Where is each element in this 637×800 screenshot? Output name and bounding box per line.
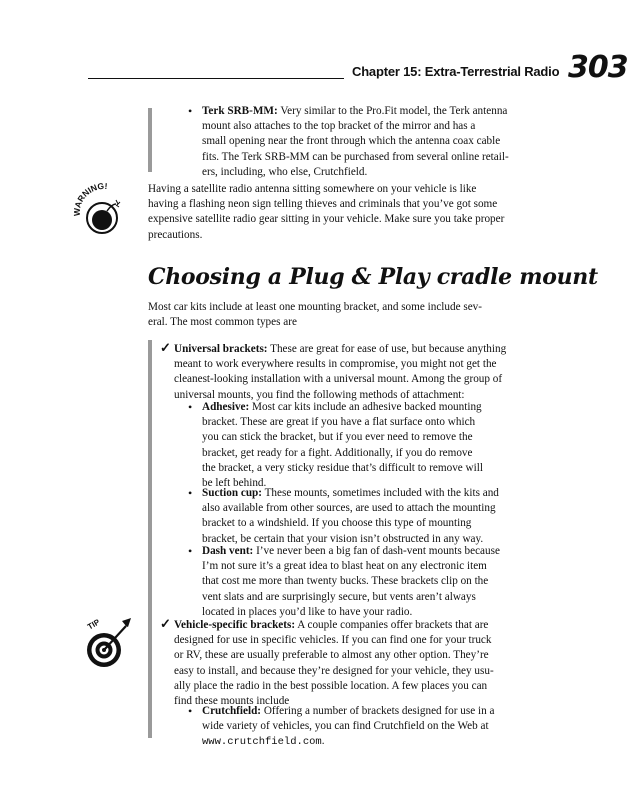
bullet-dot: • (188, 544, 193, 558)
text-line: wide variety of vehicles, you can find Crutchfield on the Web at (202, 720, 489, 733)
section-heading: Choosing a Plug & Play cradle mount (148, 264, 598, 290)
list-continuation-bar (148, 108, 152, 172)
warning-text (148, 182, 588, 243)
bullet-dot: • (188, 486, 193, 500)
text-line: also available from other sources, are used to attach the mounting (202, 502, 496, 515)
text-line: These mounts, sometimes included with the kits and (262, 487, 499, 499)
text-line: find these mounts include (174, 695, 290, 708)
chapter-title: Chapter 15: Extra-Terrestrial Radio (352, 64, 560, 79)
text-line: Offering a number of brackets designed for use in a (261, 705, 495, 717)
bullet-dot: • (188, 400, 193, 414)
text-line: bracket, be certain that your vision isn’t obstructed in any way. (202, 532, 484, 545)
text-line: vent slats and are surprisingly secure, but vents aren’t always (202, 590, 476, 603)
dash-vent-item (202, 544, 582, 620)
url-suffix: . (321, 735, 325, 748)
text-line: bracket to a windshield. If you choose this type of mounting (202, 517, 472, 530)
section-intro (148, 300, 588, 330)
text-line: precautions. (148, 228, 203, 241)
term: Crutchfield: (202, 705, 262, 717)
text-line: bracket. These are great if you have a flat surface onto which (202, 416, 476, 429)
text-line: fits. The Terk SRB-MM can be purchased from several online retail- (202, 150, 509, 163)
check-bullet-icon: ✓ (160, 616, 171, 631)
term: Universal brackets: (174, 343, 268, 355)
text-line: I’ve never been a big fan of dash-vent mounts because (253, 545, 500, 557)
tip-icon-label: TIP (86, 617, 102, 632)
text-line: easy to install, and because they’re designed for your vehicle, they usu- (174, 664, 494, 677)
text-line: that cost me more than twenty bucks. These brackets clip on the (202, 575, 489, 588)
text-line: or RV, these are usually preferable to almost any other option. They’re (174, 649, 489, 662)
text-line: the bracket, a very sticky residue that’s difficult to remove will (202, 461, 483, 474)
text-line: mount also attaches to the top bracket of the mirror and has a (202, 120, 476, 133)
universal-brackets-item (174, 342, 584, 403)
bullet-dot: • (188, 104, 193, 118)
text-line: Most car kits include at least one mounting bracket, and some include sev- (148, 301, 482, 313)
text-line: Having a satellite radio antenna sitting somewhere on your vehicle is like (148, 183, 477, 195)
text-line: Most car kits include an adhesive backed mounting (249, 401, 482, 413)
text-line: expensive satellite radio gear sitting in your vehicle. Make sure you take proper (148, 213, 505, 226)
list-continuation-bar (148, 340, 152, 738)
text-line: I’m not sure it’s a great idea to blast heat on any electronic item (202, 560, 487, 573)
term: Adhesive: (202, 401, 250, 413)
term: Suction cup: (202, 487, 262, 499)
crutchfield-url[interactable]: www.crutchfield.com (202, 736, 322, 749)
suction-cup-item (202, 486, 582, 547)
text-line: having a flashing neon sign telling thieves and criminals that you’ve got some (148, 198, 498, 211)
text-line: designed for use in specific vehicles. If you can find one for your truck (174, 634, 492, 647)
text-line: located in places you’d like to have your radio. (202, 605, 413, 618)
text-line: meant to work everywhere results in compromise, you might not get the (174, 358, 497, 371)
header-rule (88, 78, 344, 79)
text-line: Very similar to the Pro.Fit model, the Terk antenna (277, 105, 508, 117)
crutchfield-item (202, 704, 582, 751)
adhesive-item (202, 400, 582, 491)
bullet-dot: • (188, 704, 193, 718)
term: Vehicle-specific brackets: (174, 619, 296, 631)
text-line: These are great for ease of use, but because anything (267, 343, 507, 355)
term: Dash vent: (202, 545, 254, 557)
warning-icon (72, 180, 132, 240)
text-line: universal mounts, you find the following methods of attachment: (174, 388, 465, 401)
warning-icon-label: WARNING! (72, 180, 108, 217)
term: Terk SRB-MM: (202, 105, 278, 117)
text-line: small opening near the front through which the antenna coax cable (202, 135, 501, 148)
text-line: bracket, get ready for a fight. Additionally, if you do remove (202, 446, 473, 459)
text-line: be left behind. (202, 477, 267, 490)
vehicle-specific-item (174, 618, 584, 709)
check-bullet-icon: ✓ (160, 340, 171, 355)
text-line: cleanest-looking installation with a universal mount. Among the group of (174, 373, 503, 386)
text-line: A couple companies offer brackets that are (295, 619, 489, 631)
text-line: ers, including, who else, Crutchfield. (202, 165, 368, 178)
text-line: you can stick the bracket, but if you ever need to remove the (202, 431, 473, 444)
page-number: 303 (568, 50, 628, 85)
tip-icon (82, 612, 138, 674)
text-line: ally place the radio in the best possible location. A few places you can (174, 679, 488, 692)
text-line: eral. The most common types are (148, 316, 297, 329)
terk-bullet (202, 104, 572, 180)
